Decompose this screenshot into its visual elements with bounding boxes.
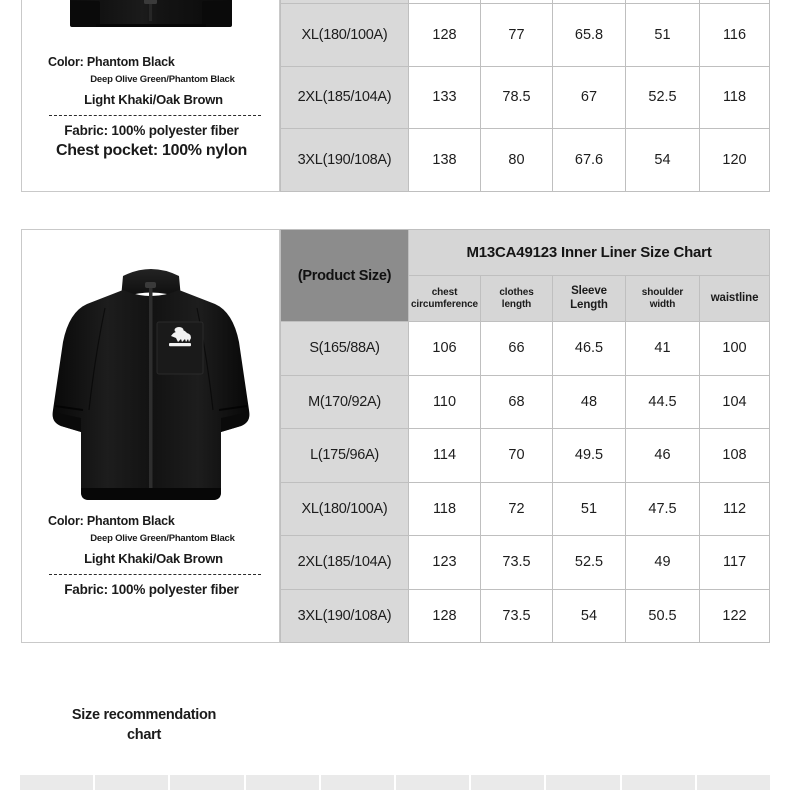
- size-cell: 2XL(185/104A): [281, 66, 409, 129]
- measurement-cell: 52.5: [553, 536, 626, 590]
- table-row: [281, 482, 770, 536]
- rec-grid-cell: [396, 775, 471, 790]
- size-cell: M(170/92A): [281, 375, 409, 429]
- table-row: [281, 129, 770, 192]
- size-cell: XL(180/100A): [281, 3, 409, 66]
- measurement-cell: 104: [700, 375, 770, 429]
- size-cell: 3XL(190/108A): [281, 589, 409, 643]
- measurement-cell: 49.5: [553, 429, 626, 483]
- color-line-3: Light Khaki/Oak Brown: [84, 92, 223, 108]
- measurement-cell: 110: [409, 375, 481, 429]
- measurement-cell: 67: [553, 66, 626, 129]
- measurement-cell: 133: [409, 66, 481, 129]
- measurement-cell: 120: [700, 129, 770, 192]
- rec-grid-cell: [471, 775, 546, 790]
- rec-grid-cell: [20, 775, 95, 790]
- size-chart-card-inner: [21, 229, 769, 643]
- measurement-cell: 49: [626, 536, 700, 590]
- column-header: waistline: [700, 276, 770, 322]
- rec-grid-cell: [170, 775, 245, 790]
- size-cell: L(175/96A): [281, 429, 409, 483]
- measurement-cell: 48: [553, 375, 626, 429]
- measurement-cell: 72: [481, 482, 553, 536]
- measurement-cell: 46.5: [553, 322, 626, 376]
- measurement-cell: 118: [700, 66, 770, 129]
- measurement-cell: 122: [700, 589, 770, 643]
- size-chart-title: M13CA49123 Inner Liner Size Chart: [409, 230, 770, 276]
- size-recommendation-title: [44, 706, 244, 745]
- table-row: [281, 3, 770, 66]
- size-chart-card-outer: [21, 0, 769, 192]
- measurement-cell: 80: [481, 129, 553, 192]
- rec-grid-cell: [697, 775, 770, 790]
- measurement-cell: 118: [409, 482, 481, 536]
- measurement-cell: 68: [481, 375, 553, 429]
- fleece-jacket-illustration: [45, 260, 257, 512]
- measurement-cell: 51: [553, 482, 626, 536]
- column-header: shoulder width: [626, 276, 700, 322]
- size-table-outer-body: [281, 0, 770, 192]
- size-cell: XL(180/100A): [281, 482, 409, 536]
- rec-grid-cell: [546, 775, 621, 790]
- column-header: clothes length: [481, 276, 553, 322]
- measurement-cell: 77: [481, 3, 553, 66]
- product-panel-outer: [21, 0, 280, 192]
- table-row: [281, 589, 770, 643]
- table-header-title-row: [281, 230, 770, 276]
- measurement-cell: 73.5: [481, 536, 553, 590]
- product-text-outer: [22, 53, 279, 166]
- measurement-cell: 54: [626, 129, 700, 192]
- jacket-illustration-outer: [56, 0, 246, 53]
- measurement-cell: 65.8: [553, 3, 626, 66]
- measurement-cell: 54: [553, 589, 626, 643]
- measurement-cell: 128: [409, 589, 481, 643]
- rec-grid-cell: [321, 775, 396, 790]
- measurement-cell: 44.5: [626, 375, 700, 429]
- measurement-cell: 66: [481, 322, 553, 376]
- measurement-cell: 67.6: [553, 129, 626, 192]
- size-table-outer-wrap: [280, 0, 769, 192]
- color-line-2-inner: Deep Olive Green/Phantom Black: [90, 533, 235, 545]
- color-line-2: Deep Olive Green/Phantom Black: [90, 74, 235, 86]
- measurement-cell: 41: [626, 322, 700, 376]
- dashed-divider-inner: [49, 574, 261, 575]
- measurement-cell: 51: [626, 3, 700, 66]
- rec-grid-cell: [622, 775, 697, 790]
- measurement-cell: 117: [700, 536, 770, 590]
- size-table-inner-head: [281, 230, 770, 322]
- measurement-cell: 52.5: [626, 66, 700, 129]
- product-size-header: (Product Size): [281, 230, 409, 322]
- size-table-inner-wrap: [280, 229, 769, 643]
- size-recommendation-grid: [20, 775, 770, 790]
- product-panel-inner: [21, 229, 280, 643]
- column-header: chest circumference: [409, 276, 481, 322]
- measurement-cell: 100: [700, 322, 770, 376]
- rec-grid-cell: [246, 775, 321, 790]
- color-line-3-inner: Light Khaki/Oak Brown: [84, 551, 223, 567]
- fabric-line: Fabric: 100% polyester fiber: [64, 123, 239, 139]
- product-image-inner: [22, 230, 279, 512]
- rec-title-line2: chart: [127, 726, 161, 743]
- size-cell: 3XL(190/108A): [281, 129, 409, 192]
- color-line-1-inner: Color: Phantom Black: [48, 514, 175, 528]
- column-header: Sleeve Length: [553, 276, 626, 322]
- measurement-cell: 73.5: [481, 589, 553, 643]
- rec-title-line1: Size recommendation: [71, 707, 217, 723]
- measurement-cell: 106: [409, 322, 481, 376]
- measurement-cell: 123: [409, 536, 481, 590]
- dashed-divider: [49, 115, 261, 116]
- measurement-cell: 138: [409, 129, 481, 192]
- table-row: [281, 66, 770, 129]
- measurement-cell: 116: [700, 3, 770, 66]
- size-table-inner-body: [281, 322, 770, 643]
- rec-grid-cell: [95, 775, 170, 790]
- measurement-cell: 114: [409, 429, 481, 483]
- measurement-cell: 47.5: [626, 482, 700, 536]
- table-row: [281, 429, 770, 483]
- size-cell: S(165/88A): [281, 322, 409, 376]
- measurement-cell: 108: [700, 429, 770, 483]
- measurement-cell: 46: [626, 429, 700, 483]
- size-cell: 2XL(185/104A): [281, 536, 409, 590]
- chest-pocket-line: Chest pocket: 100% nylon: [55, 141, 248, 159]
- table-row: [281, 536, 770, 590]
- size-table-outer: [280, 0, 770, 192]
- product-text-inner: [22, 512, 279, 604]
- table-row: [281, 375, 770, 429]
- product-image-outer: [22, 0, 279, 53]
- color-line-1: Color: Phantom Black: [48, 55, 175, 69]
- measurement-cell: 112: [700, 482, 770, 536]
- measurement-cell: 128: [409, 3, 481, 66]
- measurement-cell: 70: [481, 429, 553, 483]
- table-row: [281, 322, 770, 376]
- fabric-line-inner: Fabric: 100% polyester fiber: [64, 582, 239, 598]
- measurement-cell: 50.5: [626, 589, 700, 643]
- measurement-cell: 78.5: [481, 66, 553, 129]
- size-table-inner: [280, 229, 770, 643]
